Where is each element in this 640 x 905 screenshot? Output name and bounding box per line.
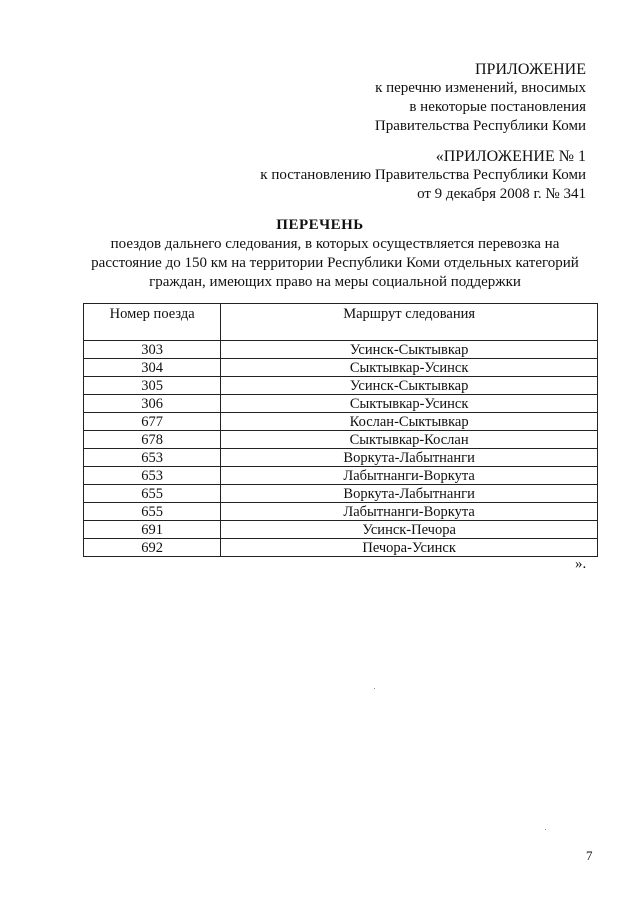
appendix-reference-title: «ПРИЛОЖЕНИЕ № 1 <box>435 148 586 165</box>
appendix-header <box>375 60 586 136</box>
appendix-reference <box>260 147 586 204</box>
table-row <box>84 485 598 503</box>
scan-speck <box>374 688 375 689</box>
cell-train-number: 653 <box>84 449 221 467</box>
table-row <box>84 395 598 413</box>
cell-route: Кослан-Сыктывкар <box>221 413 598 431</box>
cell-route: Печора-Усинск <box>221 539 598 557</box>
appendix-header-line: Правительства Республики Коми <box>374 118 586 134</box>
column-header-train-number: Номер поезда <box>84 304 221 341</box>
document-subtitle-line: расстояние до 150 км на территории Республики Коми отдельных категорий <box>91 255 579 271</box>
cell-route: Лабытнанги-Воркута <box>221 503 598 521</box>
cell-route: Лабытнанги-Воркута <box>221 467 598 485</box>
table-row <box>84 521 598 539</box>
cell-train-number: 306 <box>84 395 221 413</box>
cell-train-number: 677 <box>84 413 221 431</box>
closing-quote-mark: ». <box>575 556 587 572</box>
cell-route: Сыктывкар-Усинск <box>221 359 598 377</box>
appendix-header-line: в некоторые постановления <box>409 99 586 115</box>
appendix-reference-line: к постановлению Правительства Республики Коми <box>260 167 586 183</box>
cell-route: Усинск-Сыктывкар <box>221 377 598 395</box>
cell-route: Усинск-Сыктывкар <box>221 341 598 359</box>
table-row <box>84 449 598 467</box>
cell-route: Сыктывкар-Усинск <box>221 395 598 413</box>
table-row <box>84 413 598 431</box>
cell-train-number: 655 <box>84 503 221 521</box>
appendix-reference-line: от 9 декабря 2008 г. № 341 <box>417 186 586 202</box>
cell-train-number: 653 <box>84 467 221 485</box>
cell-train-number: 691 <box>84 521 221 539</box>
document-title: ПЕРЕЧЕНЬ <box>276 217 364 233</box>
column-header-route: Маршрут следования <box>221 304 598 341</box>
document-subtitle <box>70 235 600 292</box>
train-list-table <box>83 303 598 557</box>
scan-speck <box>545 829 546 830</box>
cell-route: Воркута-Лабытнанги <box>221 449 598 467</box>
table-row <box>84 341 598 359</box>
cell-route: Сыктывкар-Кослан <box>221 431 598 449</box>
table-row <box>84 431 598 449</box>
table-body <box>84 341 598 557</box>
cell-route: Усинск-Печора <box>221 521 598 539</box>
table-row <box>84 377 598 395</box>
table-row <box>84 359 598 377</box>
appendix-header-title: ПРИЛОЖЕНИЕ <box>474 61 586 78</box>
table-row <box>84 539 598 557</box>
table-row <box>84 503 598 521</box>
cell-train-number: 305 <box>84 377 221 395</box>
page-number: 7 <box>586 848 593 863</box>
cell-train-number: 655 <box>84 485 221 503</box>
table-header-row <box>84 304 598 341</box>
cell-route: Воркута-Лабытнанги <box>221 485 598 503</box>
cell-train-number: 692 <box>84 539 221 557</box>
appendix-header-line: к перечню изменений, вносимых <box>375 80 586 96</box>
cell-train-number: 678 <box>84 431 221 449</box>
table-row <box>84 467 598 485</box>
document-subtitle-line: поездов дальнего следования, в которых осуществляется перевозка на <box>110 236 560 252</box>
cell-train-number: 303 <box>84 341 221 359</box>
cell-train-number: 304 <box>84 359 221 377</box>
document-subtitle-line: граждан, имеющих право на меры социальной поддержки <box>149 274 521 290</box>
